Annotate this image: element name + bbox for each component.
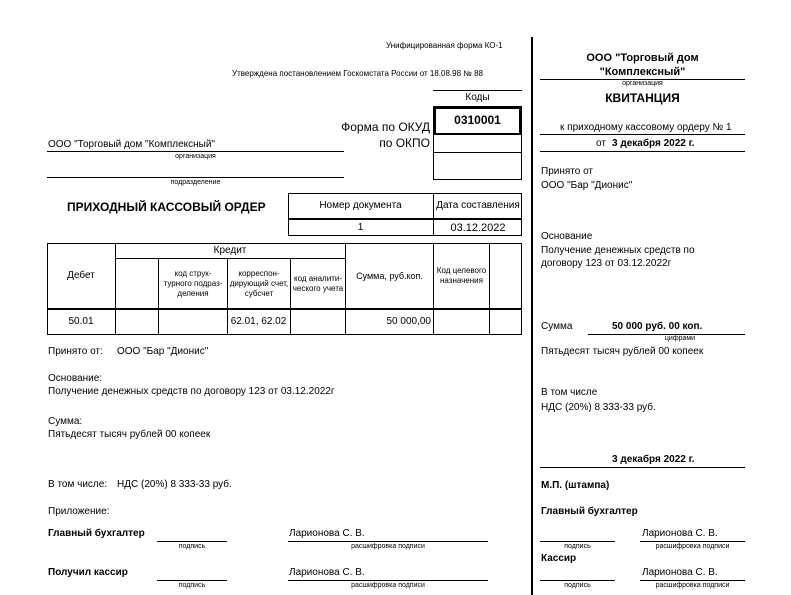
doc-number: 1 (357, 221, 364, 233)
receipt-to-order: к приходному кассовому ордеру № 1 (560, 122, 732, 133)
receipt-sum-label: Сумма (541, 321, 573, 332)
receipt-chief-accountant-label: Главный бухгалтер (541, 506, 638, 517)
receipt-org-caption: организация (622, 80, 663, 87)
corr-account-header: корреспон-дирующий счет, субсчет (229, 268, 289, 298)
sum-words: Пятьдесят тысяч рублей 00 копеек (48, 429, 211, 440)
chief-accountant-name: Ларионова С. В. (289, 528, 365, 539)
receipt-cashier-signature-caption: подпись (564, 582, 591, 589)
sum-header: Сумма, руб.коп. (356, 271, 423, 281)
attachment-label: Приложение: (48, 506, 110, 517)
approval-label: Утверждена постановлением Госкомстата России от 18.08.98 № 88 (232, 69, 483, 78)
okud-label: Форма по ОКУД (341, 120, 430, 134)
cashier-label: Получил кассир (48, 567, 128, 578)
cashier-name: Ларионова С. В. (289, 567, 365, 578)
order-title: ПРИХОДНЫЙ КАССОВЫЙ ОРДЕР (67, 200, 266, 214)
receipt-date-bottom: 3 декабря 2022 г. (612, 454, 695, 465)
basis-text: Получение денежных средств по договору 123 от 03.12.2022г (48, 386, 335, 397)
receipt-basis-line2: договору 123 от 03.12.2022г (541, 258, 672, 269)
receipt-divider (531, 37, 533, 595)
receipt-including-label: В том числе (541, 387, 598, 398)
doc-number-label: Номер документа (319, 200, 402, 211)
subdivision-caption: подразделение (170, 179, 221, 186)
receipt-date: 3 декабря 2022 г. (612, 138, 695, 149)
received-from: ООО "Бар "Дионис" (117, 346, 209, 357)
cashier-decoding-caption: расшифровка подписи (351, 582, 425, 589)
sum-value: 50 000,00 (386, 316, 431, 327)
receipt-received-from: ООО "Бар "Дионис" (541, 180, 633, 191)
analytic-code-header: код аналити-ческого учета (292, 273, 344, 293)
decoding-caption: расшифровка подписи (351, 543, 425, 550)
receipt-org-line1: ООО "Торговый дом (586, 52, 699, 64)
receipt-decoding-caption: расшифровка подписи (655, 543, 730, 550)
doc-date: 03.12.2022 (450, 221, 506, 234)
sum-label: Сумма: (48, 416, 83, 427)
debit-header: Дебет (67, 269, 95, 281)
debit-value: 50.01 (68, 316, 94, 327)
receipt-chief-accountant-name: Ларионова С. В. (642, 528, 718, 539)
organization-name: ООО "Торговый дом "Комплексный" (48, 139, 215, 150)
receipt-vat: НДС (20%) 8 333-33 руб. (541, 402, 656, 413)
unified-form-label: Унифицированная форма КО-1 (386, 41, 503, 50)
corr-account-value: 62.01, 62.02 (230, 316, 287, 327)
chief-accountant-label: Главный бухгалтер (48, 528, 145, 539)
receipt-received-from-label: Принято от (541, 166, 594, 177)
receipt-signature-caption: подпись (564, 543, 591, 550)
receipt-cashier-name: Ларионова С. В. (642, 567, 718, 578)
codes-label: Коды (465, 92, 490, 103)
receipt-basis-line1: Получение денежных средств по (541, 245, 695, 256)
okud-code: 0310001 (454, 113, 501, 127)
receipt-from-label: от (596, 138, 606, 149)
purpose-code-header: Код целевого назначения (436, 266, 487, 285)
receipt-digits-caption: цифрами (664, 335, 696, 342)
vat-text: НДС (20%) 8 333-33 руб. (117, 479, 232, 490)
receipt-org-line2: "Комплексный" (599, 66, 686, 78)
basis-label: Основание: (48, 373, 103, 384)
signature-caption: подпись (178, 543, 206, 550)
cashier-signature-caption: подпись (178, 582, 206, 589)
doc-date-label: Дата составления (436, 200, 520, 211)
struct-code-header: код струк-турного подраз-деления (163, 268, 223, 298)
received-from-label: Принято от: (48, 346, 103, 357)
receipt-stamp-label: М.П. (штампа) (541, 480, 610, 491)
organization-caption: организация (175, 153, 216, 160)
receipt-title: КВИТАНЦИЯ (605, 91, 680, 105)
okpo-label: по ОКПО (379, 136, 430, 150)
receipt-sum-words: Пятьдесят тысяч рублей 00 копеек (541, 346, 704, 357)
receipt-basis-label: Основание (541, 231, 593, 242)
receipt-sum-value: 50 000 руб. 00 коп. (612, 321, 703, 332)
credit-header: Кредит (213, 244, 247, 256)
receipt-cashier-decoding-caption: расшифровка подписи (655, 582, 730, 589)
receipt-cashier-label: Кассир (541, 553, 577, 564)
including-label: В том числе: (48, 479, 108, 490)
